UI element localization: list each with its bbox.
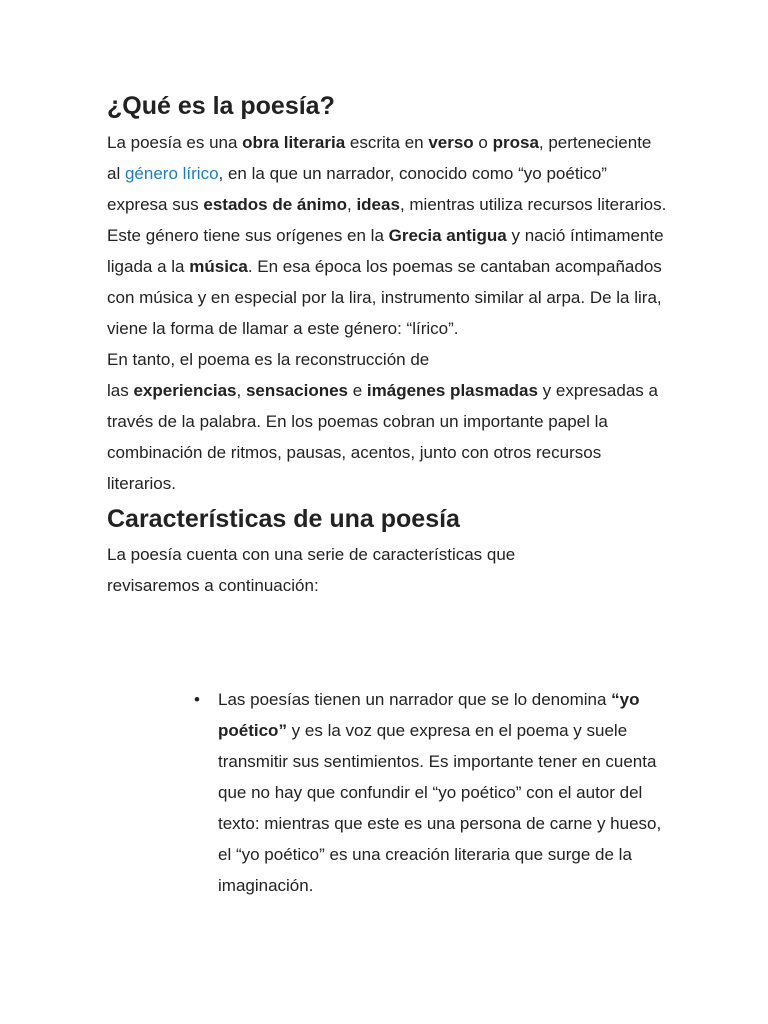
article-body bbox=[107, 88, 667, 601]
bold-term: estados de ánimo bbox=[203, 195, 347, 214]
list-item bbox=[194, 684, 668, 901]
bold-term: sensaciones bbox=[245, 381, 348, 400]
text-span: , bbox=[347, 195, 357, 214]
bold-term: imágenes plasmadas bbox=[366, 381, 538, 400]
characteristics-list bbox=[194, 684, 668, 901]
text-span: . En esa época los poemas se cantaban acompañados con música y en especial por la lira, instrumento similar al arpa. De la lira, viene la forma de llamar a este género: “lírico”. bbox=[107, 257, 662, 338]
bold-term: música bbox=[189, 257, 248, 276]
text-span: , en la que un narrador, conocido como “yo poético” expresa sus bbox=[107, 164, 607, 214]
text-span: las bbox=[107, 381, 134, 400]
paragraph-origins bbox=[107, 220, 667, 344]
text-span: y expresadas a través de la palabra. En los poemas cobran un importante papel la combinación de ritmos, pausas, acentos, junto con otros recursos literarios. bbox=[107, 381, 658, 493]
bold-term: Grecia antigua bbox=[388, 226, 507, 245]
genero-lirico-link[interactable]: género lírico bbox=[124, 164, 219, 183]
page-title: ¿Qué es la poesía? bbox=[107, 92, 335, 120]
bold-term: prosa bbox=[492, 133, 539, 152]
paragraph-characteristics-intro: La poesía cuenta con una serie de características que revisaremos a continuación: bbox=[107, 545, 516, 595]
bold-term: ideas bbox=[356, 195, 400, 214]
text-span: En tanto, el poema es la reconstrucción de bbox=[107, 350, 430, 369]
bold-term: verso bbox=[428, 133, 474, 152]
text-span: y es la voz que expresa en el poema y suele transmitir sus sentimientos. Es importante tener en cuenta que no hay que confundir el “yo poético” con el autor del texto: mientras que este es una persona de carne y hueso, el “yo poético” es una creación literaria que surge de la imaginación. bbox=[218, 721, 662, 895]
text-span: , bbox=[236, 381, 246, 400]
bold-term: obra literaria bbox=[242, 133, 346, 152]
text-span: La poesía es una bbox=[107, 133, 243, 152]
bold-term: “yo poético” bbox=[218, 690, 640, 740]
text-span: Las poesías tienen un narrador que se lo denomina bbox=[218, 690, 612, 709]
text-span: , mientras utiliza recursos literarios. bbox=[399, 195, 667, 214]
bold-term: experiencias bbox=[133, 381, 237, 400]
text-span: o bbox=[473, 133, 493, 152]
text-span: escrita en bbox=[345, 133, 429, 152]
bullet-icon: • bbox=[194, 690, 200, 709]
text-span: y nació íntimamente ligada a la bbox=[107, 226, 664, 276]
text-span: e bbox=[348, 381, 367, 400]
text-span: Este género tiene sus orígenes en la bbox=[107, 226, 389, 245]
section-heading-characteristics: Características de una poesía bbox=[107, 505, 460, 533]
paragraph-poem bbox=[107, 344, 667, 499]
paragraph-definition bbox=[107, 127, 667, 220]
text-span: , perteneciente al bbox=[107, 133, 652, 183]
